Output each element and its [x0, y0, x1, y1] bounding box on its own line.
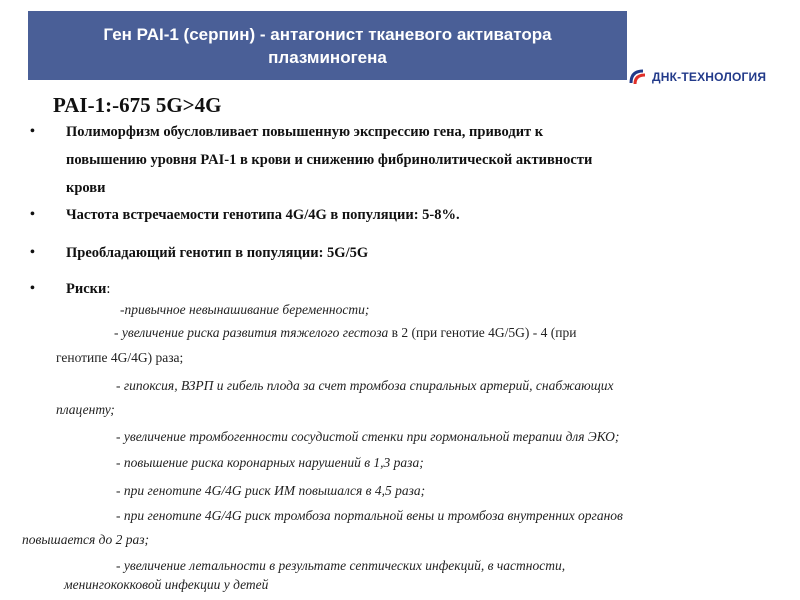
gene-subheading: PAI-1:-675 5G>4G — [53, 93, 222, 117]
slide-title-line2: плазминогена — [268, 47, 387, 67]
slide-title-box — [28, 11, 627, 80]
risk-item-2-rest: в 2 (при генотие 4G/5G) - 4 (при — [388, 325, 577, 340]
slide-title — [103, 23, 551, 69]
bullet-2: Частота встречаемости генотипа 4G/4G в популяции: 5-8%. — [66, 207, 460, 223]
risk-item-2-italic: - увеличение риска развития тяжелого гестоза — [114, 325, 389, 340]
risk-item-2-line-2: генотипе 4G/4G) раза; — [56, 350, 184, 365]
risk-item-7-line-2: повышается до 2 раз; — [22, 532, 149, 547]
company-logo — [628, 66, 778, 88]
bullet-3: Преобладающий генотип в популяции: 5G/5G — [66, 245, 369, 261]
bullet-1-line-1: Полиморфизм обусловливает повышенную экспрессию гена, приводит к — [66, 124, 544, 140]
bullet-marker: • — [30, 281, 35, 296]
bullet-1-line-2: повышению уровня PAI-1 в крови и снижению фибринолитической активности — [66, 152, 593, 168]
slide-title-line1: Ген PAI-1 (серпин) - антагонист тканевого активатора — [103, 24, 552, 44]
bullet-marker: • — [30, 207, 35, 222]
risk-item-3-line-1: - гипоксия, ВЗРП и гибель плода за счет тромбоза спиральных артерий, снабжающих — [116, 378, 614, 393]
bullet-marker: • — [30, 245, 35, 260]
bullet-4-risks — [66, 281, 110, 298]
risks-label: Риски — [66, 281, 107, 297]
risk-item-6: - при генотипе 4G/4G риск ИМ повышался в 4,5 раза; — [116, 483, 426, 498]
risk-item-5: - повышение риска коронарных нарушений в 1,3 раза; — [116, 455, 424, 470]
logo-text: ДНК-ТЕХНОЛОГИЯ — [652, 70, 767, 84]
risk-item-8-line-1: - увеличение летальности в результате септических инфекций, в частности, — [116, 558, 566, 573]
bullet-1-line-3: крови — [66, 180, 106, 196]
risk-item-7-line-1: - при генотипе 4G/4G риск тромбоза портальной вены и тромбоза внутренних органов — [116, 508, 623, 523]
risk-item-8-line-2: менингококковой инфекции у детей — [64, 577, 269, 592]
risk-item-1: -привычное невынашивание беременности; — [120, 302, 370, 317]
risk-item-2 — [114, 325, 577, 341]
risk-item-4: - увеличение тромбогенности сосудистой стенки при гормональной терапии для ЭКО; — [116, 429, 620, 444]
dnk-logo-icon — [628, 67, 648, 87]
bullet-marker: • — [30, 124, 35, 139]
risks-colon: : — [106, 281, 111, 297]
risk-item-3-line-2: плаценту; — [56, 402, 115, 417]
